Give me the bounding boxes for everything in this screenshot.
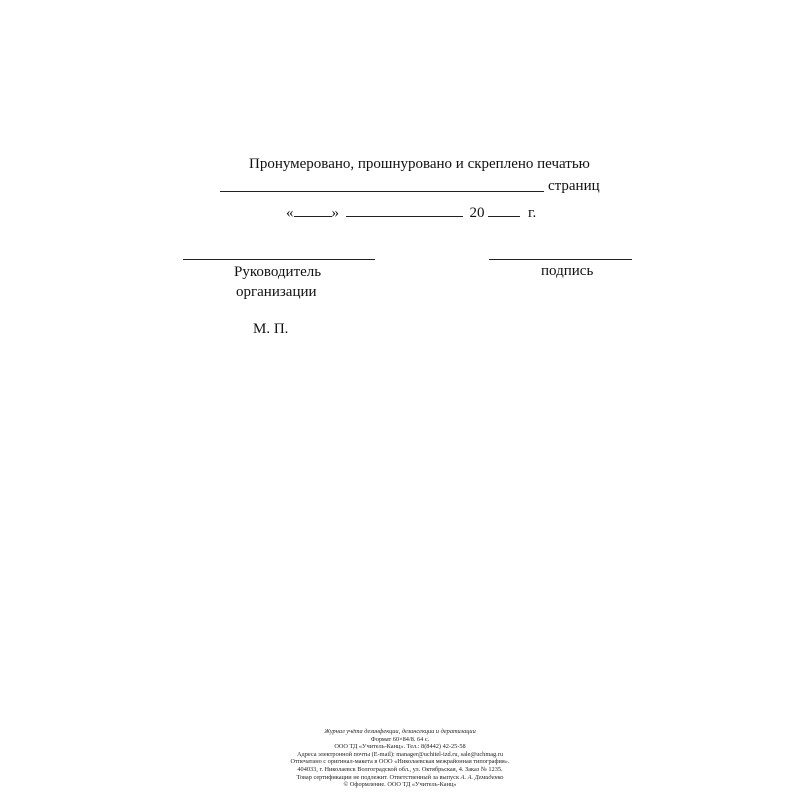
- imprint-format: Формат 60×84/8. 64 с.: [370, 735, 430, 743]
- head-signature-line: [183, 259, 375, 260]
- pages-word: страниц: [548, 178, 600, 194]
- head-label: [234, 262, 321, 302]
- year-blank: [488, 203, 520, 217]
- sign-label: подпись: [541, 263, 594, 279]
- year-prefix: 20: [469, 205, 485, 221]
- page-count-blank: [220, 191, 544, 192]
- close-quote: »: [331, 205, 339, 221]
- imprint-responsible-name: А. А. Демиденко: [460, 773, 504, 781]
- date-line: [286, 203, 536, 222]
- signature-line: [489, 259, 632, 260]
- imprint-responsible: [250, 774, 550, 782]
- imprint-block: [250, 728, 550, 789]
- imprint-copyright: © Оформление. ООО ТД «Учитель-Канц»: [343, 781, 457, 789]
- month-blank: [346, 203, 463, 217]
- imprint-emails: Адреса электронной почты (E-mail): manager@uchitel-izd.ru, sale@uchmag.ru: [297, 750, 503, 758]
- imprint-publisher: ООО ТД «Учитель-Канц». Тел.: 8(8442) 42-25-58: [334, 743, 466, 751]
- year-suffix: г.: [528, 205, 537, 221]
- imprint-responsible-text: Товар сертификации не подлежит. Ответственный за выпуск: [296, 773, 460, 781]
- open-quote: «: [286, 205, 294, 221]
- certification-title: Пронумеровано, прошнуровано и скреплено печатью: [249, 156, 590, 172]
- head-label-line2: организации: [236, 284, 317, 300]
- imprint-address: 404033, г. Николаевск Волгоградской обл., ул. Октябрьская, 4. Заказ № 1235.: [297, 765, 503, 773]
- imprint-printer: Отпечатано с оригинал-макета в ООО «Николаевская межрайонная типография».: [290, 758, 510, 766]
- imprint-title: Журнал учёта дезинфекции, дезинсекции и дератизации: [324, 728, 476, 735]
- head-label-line1: Руководитель: [234, 264, 322, 280]
- day-blank: [294, 203, 332, 217]
- seal-label: М. П.: [253, 321, 289, 337]
